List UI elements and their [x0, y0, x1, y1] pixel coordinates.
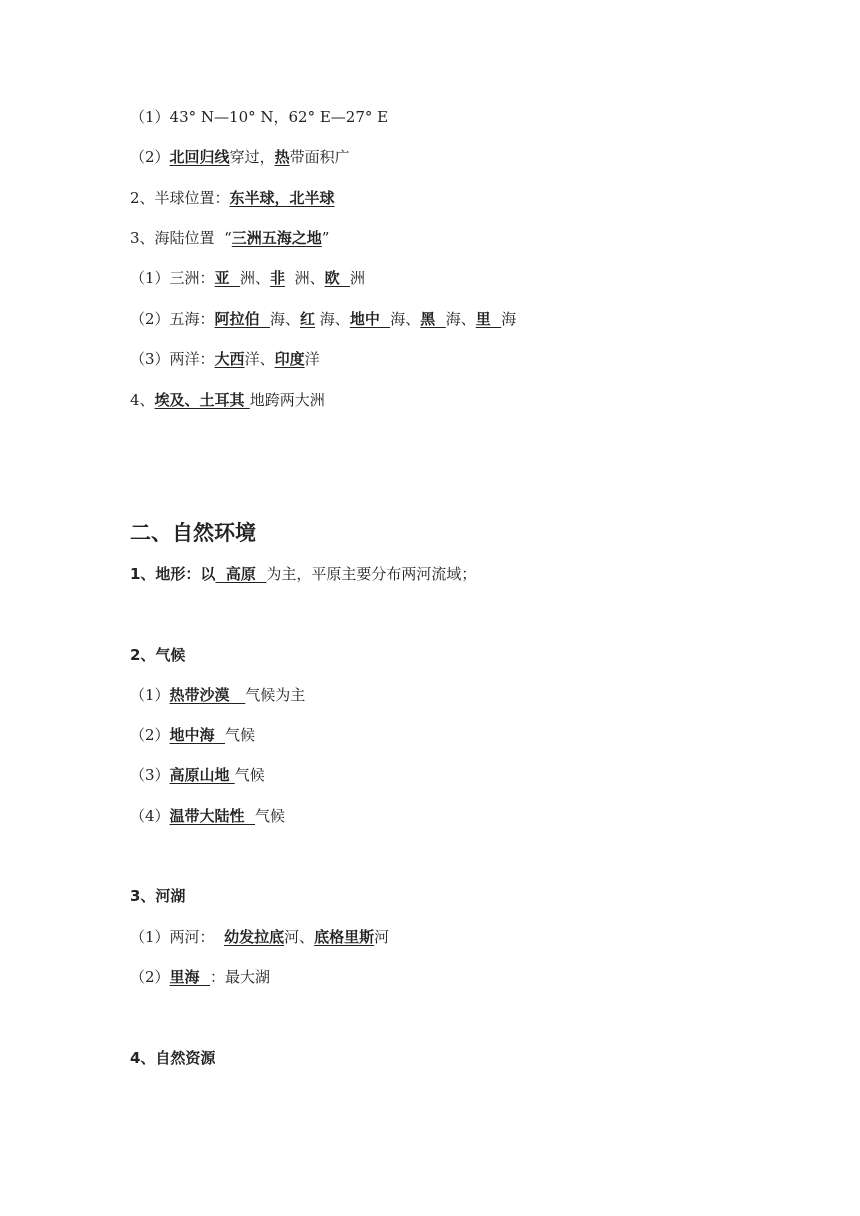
text: 穿过， [229, 148, 275, 166]
rivers-lakes-title: 3、河湖 [130, 887, 186, 905]
section-heading: 二、自然环境 [130, 521, 256, 545]
answer-plateau: 高原 [215, 565, 267, 583]
item-label: （2） [130, 148, 170, 166]
answer-black: 黑 [420, 310, 446, 328]
answer-tropical-desert: 热带沙漠 [169, 686, 246, 704]
text: 带面积广 [289, 148, 350, 166]
text: ：最大湖 [210, 968, 271, 986]
climate-item [130, 725, 255, 745]
text: 海 [501, 310, 517, 328]
item-label: （2）五海： [130, 310, 215, 328]
climate-item [130, 685, 305, 705]
rivers-item [130, 927, 389, 947]
answer-atlantic: 大西 [214, 350, 245, 368]
answer-hemisphere: 东半球，北半球 [229, 189, 335, 207]
text: 洲、 [240, 269, 271, 287]
answer-red: 红 [300, 310, 316, 328]
text: 洲 [350, 269, 366, 287]
item-label: （4） [130, 807, 170, 825]
item-label: （3）两洋： [130, 350, 215, 368]
answer-europe: 欧 [324, 269, 351, 287]
answer-africa: 非 [270, 269, 286, 287]
text: 气候 [255, 807, 286, 825]
answer-caspian-lake: 里海 [169, 968, 210, 986]
item-label: （3） [130, 766, 170, 784]
item-label: 1、地形：以 [130, 565, 216, 583]
answer-mediterranean: 地中 [349, 310, 391, 328]
answer-mediterranean-climate: 地中海 [169, 726, 225, 744]
answer-indian: 印度 [274, 350, 305, 368]
answer-sea-land: 三洲五海之地 [231, 229, 322, 247]
item-label: 3、海陆位置 “ [130, 229, 232, 247]
text: 气候 [234, 766, 265, 784]
text: 洋、 [244, 350, 275, 368]
item-label: （1） [130, 686, 170, 704]
text: 海、 [390, 310, 421, 328]
answer-countries: 埃及、土耳其 [154, 391, 250, 409]
climate-title: 2、气候 [130, 646, 186, 664]
answer-tropic: 北回归线 [169, 148, 230, 166]
item-label: （2） [130, 968, 170, 986]
sea-land-position-line [130, 228, 329, 248]
text: 洲、 [285, 269, 325, 287]
item-label: （1） [130, 108, 170, 126]
text: ” [321, 229, 330, 247]
latitude-longitude-line [130, 107, 388, 127]
text: 河 [374, 928, 390, 946]
item-label: （1）三洲： [130, 269, 215, 287]
coordinate-text: 43° N—10° N，62° E—27° E [169, 108, 389, 126]
item-label: （2） [130, 726, 170, 744]
answer-continental: 温带大陆性 [169, 807, 255, 825]
continents-line [130, 268, 365, 288]
oceans-line [130, 349, 320, 369]
answer-zone: 热 [274, 148, 290, 166]
resources-title: 4、自然资源 [130, 1049, 216, 1067]
answer-caspian: 里 [475, 310, 502, 328]
text: 洋 [304, 350, 320, 368]
transcontinental-line [130, 390, 325, 410]
text: 地跨两大洲 [249, 391, 325, 409]
climate-item [130, 765, 265, 785]
terrain-line [130, 564, 476, 584]
answer-arabian: 阿拉伯 [214, 310, 270, 328]
text: 海、 [445, 310, 476, 328]
text: 河、 [284, 928, 315, 946]
item-label: （1）两河： [130, 928, 225, 946]
tropic-line [130, 147, 350, 167]
hemisphere-line [130, 188, 335, 208]
item-label: 2、半球位置： [130, 189, 230, 207]
lake-item [130, 967, 270, 987]
item-label: 4、 [130, 391, 155, 409]
answer-euphrates: 幼发拉底 [224, 928, 285, 946]
answer-tigris: 底格里斯 [314, 928, 375, 946]
answer-asia: 亚 [214, 269, 240, 287]
climate-item [130, 806, 285, 826]
seas-line [130, 309, 516, 329]
text: 海、 [270, 310, 301, 328]
text: 海、 [315, 310, 350, 328]
answer-highland: 高原山地 [169, 766, 235, 784]
text: 气候为主 [245, 686, 306, 704]
text: 气候 [225, 726, 256, 744]
text: 为主，平原主要分布两河流域； [266, 565, 477, 583]
